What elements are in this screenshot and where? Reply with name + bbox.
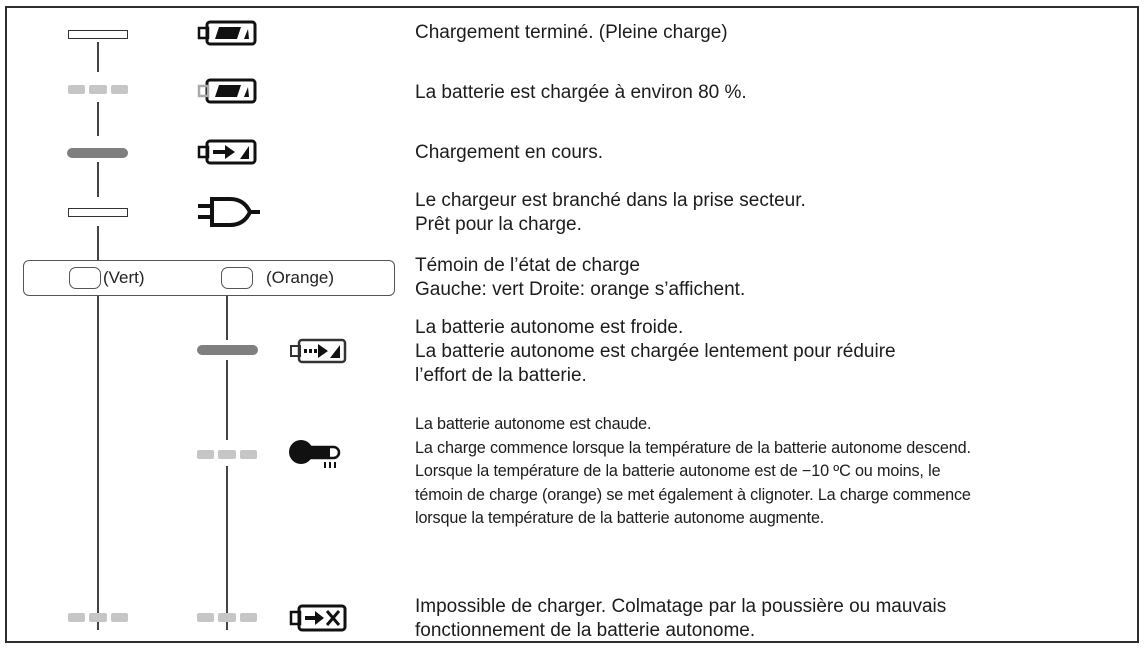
battery-charging-icon (197, 138, 259, 166)
green-led-off (68, 208, 128, 217)
connector-line (226, 360, 228, 440)
connector-line (97, 102, 99, 136)
connector-line (97, 162, 99, 197)
orange-led-on (197, 345, 258, 355)
green-led-on (67, 148, 128, 158)
orange-led-swatch (221, 267, 253, 289)
orange-led-blinking (197, 450, 257, 459)
green-led-blinking (68, 85, 128, 94)
connector-line (97, 42, 99, 72)
row-description: Témoin de l’état de charge Gauche: vert Droite: orange s’affichent. (415, 255, 746, 300)
green-led-swatch (69, 267, 101, 289)
battery-full-icon (197, 20, 259, 46)
connector-line (226, 296, 228, 340)
row-description: Chargement en cours. (415, 142, 603, 163)
led-legend (23, 260, 395, 296)
row-description: La batterie autonome est chaude. La charge commence lorsque la température de la batterie autonome descend. Lorsque la température de la batterie autonome est de −10 ºC ou moins, le témoin de charge (orange) se met également à clignoter. La charge commence lorsque la température de la batterie autonome augmente. (415, 415, 971, 527)
battery-80-icon (197, 78, 259, 104)
row-description: La batterie autonome est froide. La batterie autonome est chargée lentement pour réduire l’effort de la batterie. (415, 317, 896, 386)
plug-icon (198, 195, 260, 229)
battery-slow-charge-icon (289, 337, 349, 365)
row-description: Chargement terminé. (Pleine charge) (415, 22, 728, 43)
green-led-blinking (68, 613, 128, 622)
row-description: Impossible de charger. Colmatage par la poussière ou mauvais fonctionnement de la batterie autonome. (415, 596, 947, 641)
orange-led-label: (Orange) (266, 268, 335, 287)
green-led-off (68, 30, 128, 39)
connector-line (97, 296, 99, 630)
green-led-label: (Vert) (103, 268, 145, 287)
connector-line (226, 466, 228, 630)
row-description: La batterie est chargée à environ 80 %. (415, 82, 747, 103)
row-description: Le chargeur est branché dans la prise secteur. Prêt pour la charge. (415, 190, 806, 235)
orange-led-blinking (197, 613, 257, 622)
connector-line (97, 226, 99, 260)
thermometer-hot-icon (288, 438, 350, 472)
battery-error-icon (289, 604, 349, 632)
